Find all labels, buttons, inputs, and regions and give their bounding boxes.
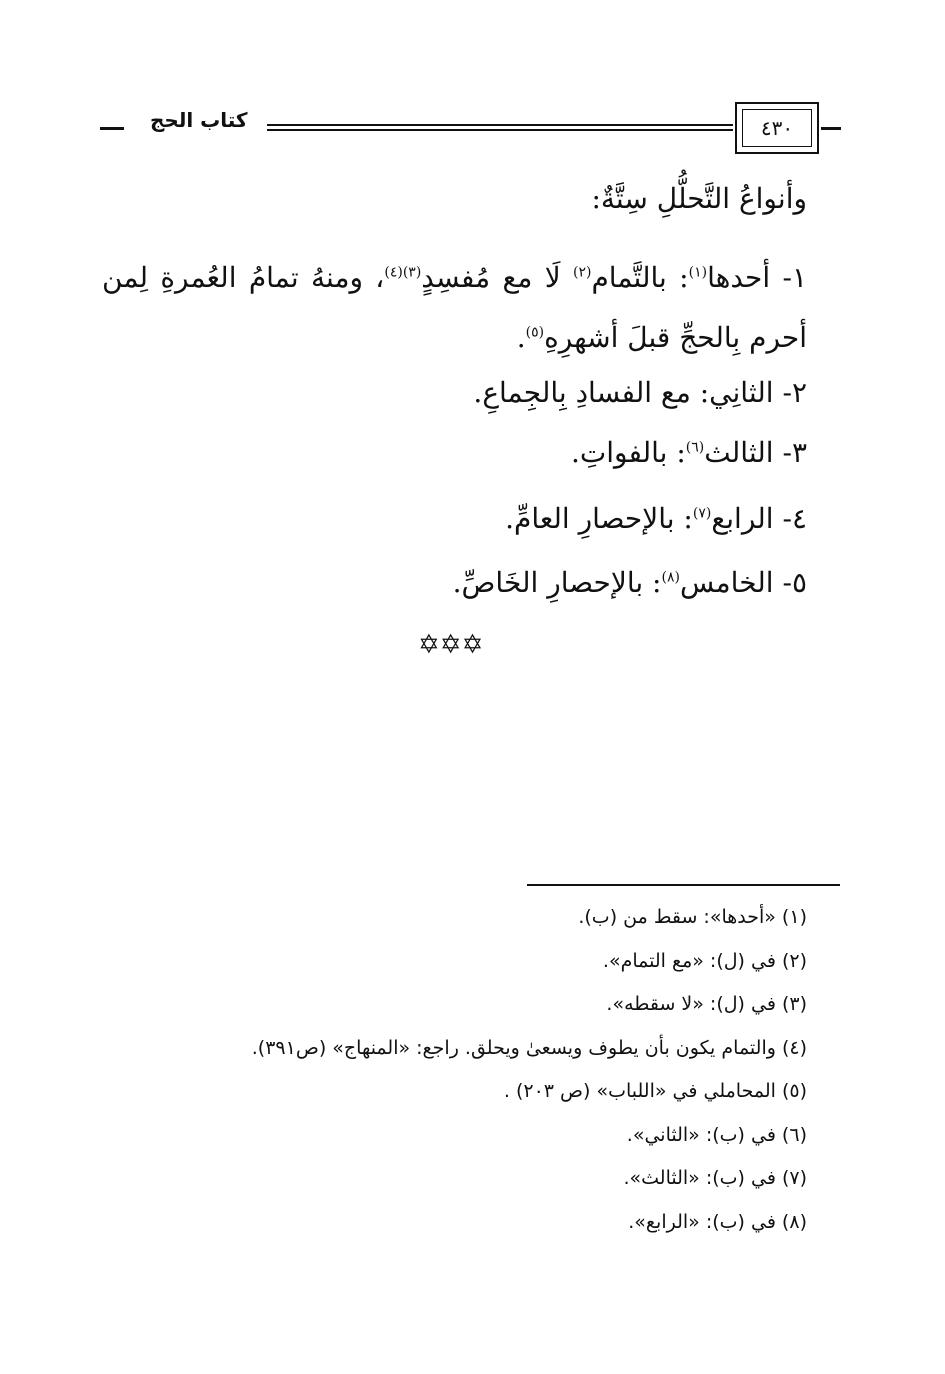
footnote-3: (٣) في (ل): «لا سقطه». (606, 993, 807, 1015)
list-item-5 (453, 566, 807, 599)
footnote-separator (527, 884, 840, 886)
footnote-list (252, 900, 807, 1248)
item-text: : بالإحصارِ الخَاصِّ. (452, 566, 662, 599)
footnote-ref[interactable]: (٥) (525, 324, 545, 341)
page-number: ٤٣٠ (742, 109, 812, 147)
footnote-5: (٥) المحاملي في «اللباب» (ص ٢٠٣) . (503, 1080, 807, 1102)
item-text: ٤- الرابع (711, 502, 807, 535)
footnote-7: (٧) في (ب): «الثالث». (623, 1167, 807, 1189)
list-item-2 (473, 376, 807, 409)
section-heading: وأنواعُ التَّحلُّلِ سِتَّةٌ: (591, 182, 807, 215)
page-number-frame (735, 102, 819, 154)
header-rule-bottom (267, 129, 733, 131)
section-end-ornament: ✡✡✡ (418, 630, 484, 660)
item-text: ٥- الخامس (679, 566, 807, 599)
book-title: كتاب الحج (150, 108, 248, 132)
footnote-ref[interactable]: (٣)(٤) (384, 264, 422, 281)
header-rule-left-short (100, 127, 124, 130)
item-text: : بالتَّمام (591, 261, 689, 294)
item-text: : بالإحصارِ العامِّ. (505, 502, 693, 535)
item-text: : بالفواتِ. (570, 436, 686, 469)
header-rule-right-short (821, 127, 841, 130)
footnote-ref[interactable]: (٢) (573, 264, 592, 281)
item-text: ٢- الثانِي: مع الفسادِ بِالجِماعِ. (473, 376, 807, 409)
footnote-2: (٢) في (ل): «مع التمام». (602, 949, 807, 972)
item-text: ١- أحدها (707, 261, 807, 294)
footnote-ref[interactable]: (٧) (692, 505, 712, 522)
item-text: ، ومنهُ تمامُ العُمرةِ لِمن أحرم بِالحجِّ قبلَ أشهرِهِ (102, 261, 807, 354)
list-item-4 (505, 502, 807, 535)
header-rule-top (267, 124, 733, 126)
item-text: ٣- الثالث (704, 436, 807, 469)
footnote-1: (١) «أحدها»: سقط من (ب). (578, 906, 807, 928)
footnote-4: (٤) والتمام يكون بأن يطوف ويسعىٰ ويحلق. راجع: «المنهاج» (ص٣٩١). (251, 1036, 807, 1059)
footnote-6: (٦) في (ب): «الثاني». (626, 1123, 807, 1146)
footnote-ref[interactable]: (٨) (661, 569, 680, 586)
item-text: . (516, 321, 526, 354)
footnote-8: (٨) في (ب): «الرابع». (628, 1210, 807, 1233)
list-item-1 (102, 248, 807, 368)
list-item-3 (571, 436, 807, 469)
footnote-ref[interactable]: (١) (688, 264, 708, 281)
footnote-ref[interactable]: (٦) (685, 439, 705, 456)
item-text: لَا مع مُفسِدٍ (421, 261, 573, 294)
